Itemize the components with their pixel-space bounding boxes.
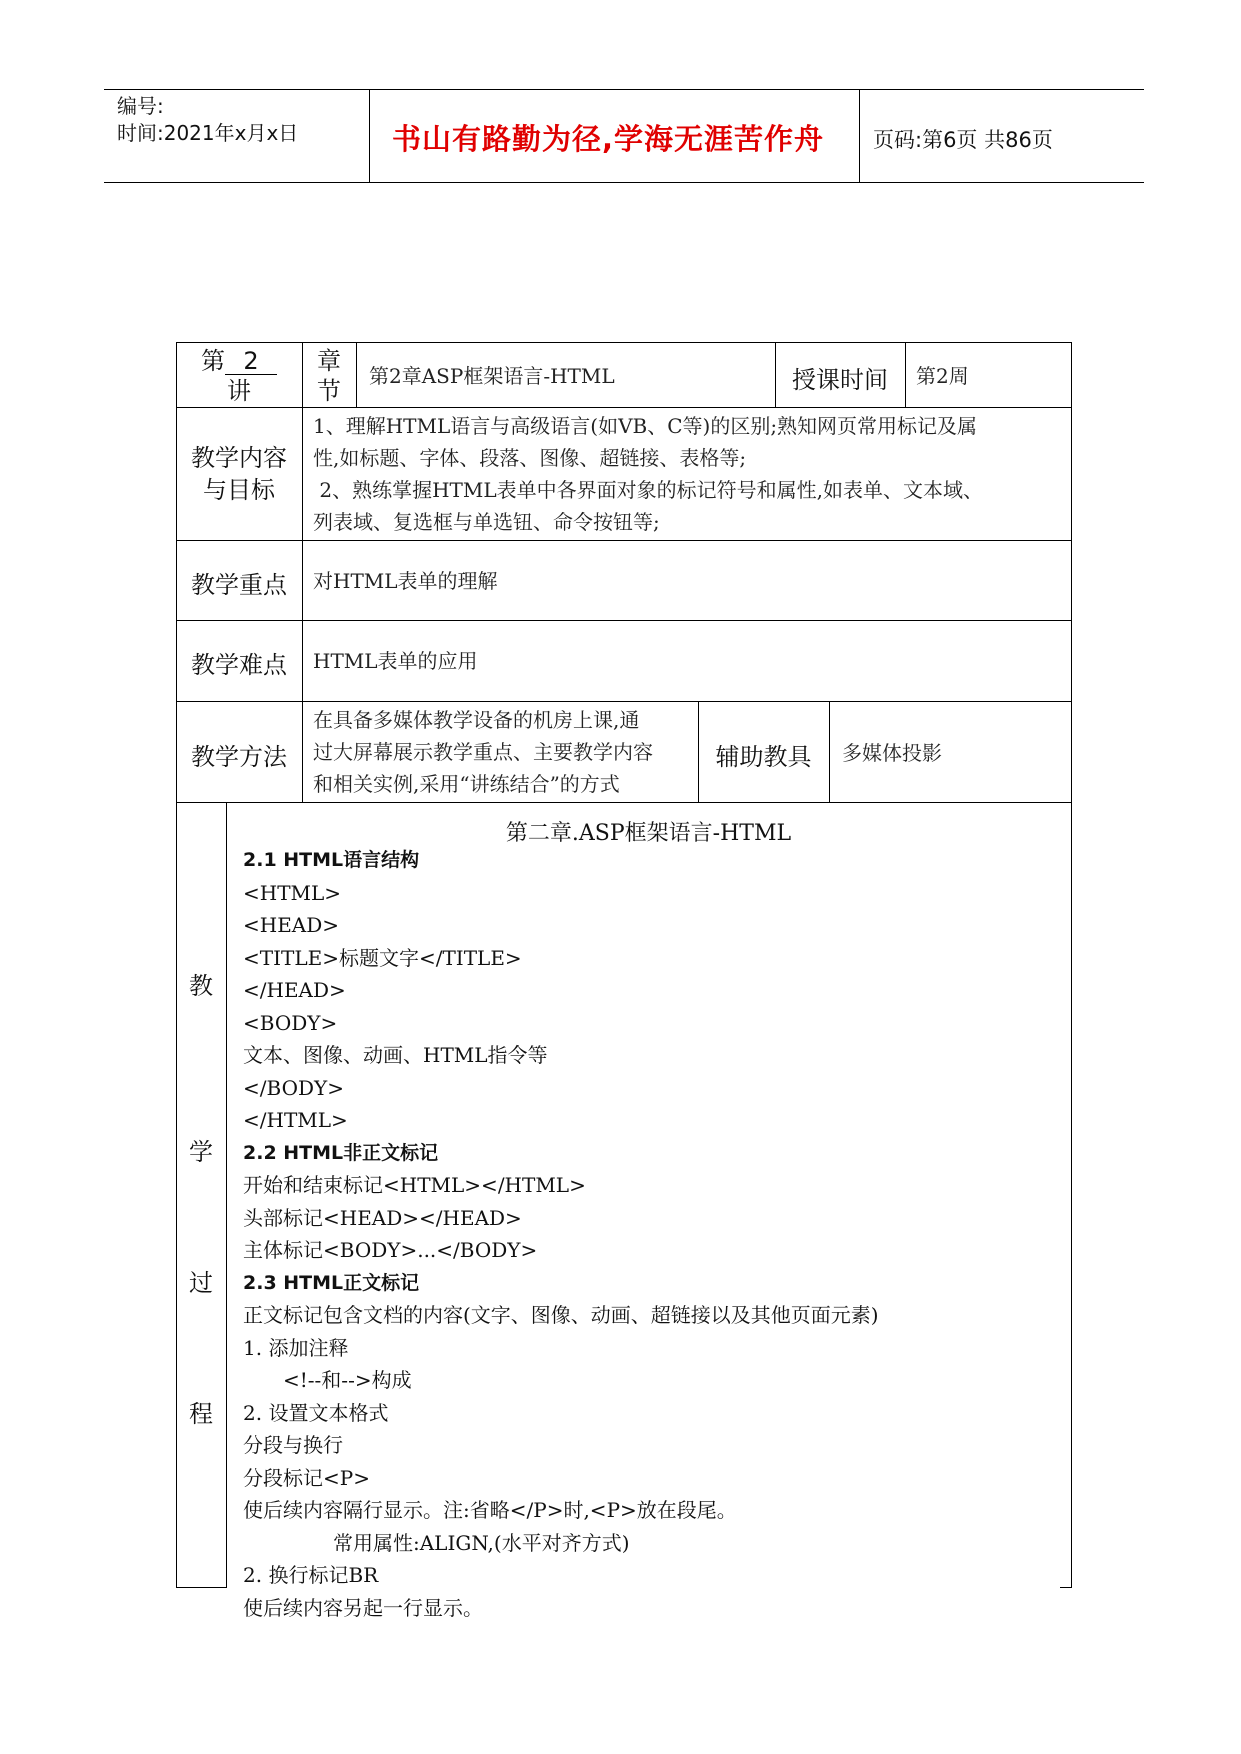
time-label: 时间:2021年x月x日 [117,121,299,145]
process-title: 第二章.ASP框架语言-HTML [505,821,792,846]
process-line: 2. 设置文本格式 [243,1400,389,1425]
table-right-border [1071,342,1072,1588]
process-section-heading: 2.2 HTML非正文标记 [243,1141,439,1164]
process-line: <TITLE>标题文字</TITLE> [243,945,522,970]
process-line: 常用属性:ALIGN,(水平对齐方式) [333,1530,630,1555]
process-line: 正文标记包含文档的内容(文字、图像、动画、超链接以及其他页面元素) [243,1303,879,1327]
process-line: 开始和结束标记<HTML></HTML> [243,1173,586,1197]
method-line: 和相关实例,采用“讲练结合”的方式 [313,772,620,796]
lecture-number-suffix: 讲 [227,377,251,405]
process-line: <HEAD> [243,913,340,937]
chapter-label-1: 章 [317,347,341,375]
method-line: 过大屏幕展示教学重点、主要教学内容 [313,740,653,764]
process-line: <BODY> [243,1010,338,1035]
process-section-heading: 2.1 HTML语言结构 [243,849,420,871]
row-rule-2 [176,540,1072,541]
col-rule-process [226,802,227,1588]
process-line: 1. 添加注释 [243,1335,349,1360]
process-side-char: 过 [189,1269,213,1297]
process-line: </BODY> [243,1075,344,1100]
method-text [313,704,693,800]
aux-tools-value: 多媒体投影 [842,741,942,765]
process-line: 分段与换行 [243,1433,343,1457]
chapter-value: 第2章ASP框架语言-HTML [369,364,615,388]
process-line: </HTML> [243,1108,348,1132]
content-line: 1、理解HTML语言与高级语言(如VB、C等)的区别;熟知网页常用标记及属 [313,414,978,438]
content-label-2: 与目标 [203,476,275,504]
table-top-border [176,342,1072,343]
header-top-rule [104,89,1144,90]
chapter-label [302,346,356,406]
focus-value: 对HTML表单的理解 [313,569,498,593]
class-time-value: 第2周 [916,364,969,388]
content-label-1: 教学内容 [191,444,287,472]
process-line: 2. 换行标记BR [243,1563,379,1587]
table-left-border [176,342,177,1588]
content-text [313,410,1065,538]
content-label [176,442,302,506]
process-line: <HTML> [243,880,342,905]
header-divider-left [369,89,370,183]
difficulty-label: 教学难点 [191,651,287,679]
table-bottom-tick-left [176,1587,226,1588]
aux-tools-label: 辅助教具 [715,743,812,771]
serial-label: 编号: [117,94,164,118]
motto: 书山有路勤为径,学海无涯苦作舟 [392,122,825,156]
content-line: 列表域、复选框与单选钮、命令按钮等; [313,510,660,534]
process-side-char: 程 [189,1400,213,1428]
header-bottom-rule [104,182,1144,183]
process-line: 分段标记<P> [243,1465,370,1490]
process-section-heading: 2.3 HTML正文标记 [243,1271,420,1294]
process-line: 文本、图像、动画、HTML指令等 [243,1043,548,1067]
row-rule-3 [176,620,1072,621]
lecture-number-value: 2 [225,348,277,375]
method-label: 教学方法 [191,743,287,771]
class-time-label: 授课时间 [792,366,888,394]
process-line: 使后续内容隔行显示。注:省略</P>时,<P>放在段尾。 [243,1498,737,1522]
method-line: 在具备多媒体教学设备的机房上课,通 [313,708,640,732]
row-rule-1 [176,407,1072,408]
col-rule-label [302,407,303,803]
col-rule-row1-d [905,342,906,408]
row-rule-4 [176,701,1072,702]
focus-label: 教学重点 [191,571,287,599]
chapter-label-2: 节 [317,377,341,405]
difficulty-value: HTML表单的应用 [313,649,478,673]
table-bottom-tick-right [1060,1587,1072,1588]
process-line: <!--和-->构成 [283,1368,412,1392]
lecture-number [176,346,302,406]
process-line: 主体标记<BODY>...</BODY> [243,1238,538,1262]
process-side-char: 学 [189,1138,213,1166]
col-rule-row1-b [356,342,357,408]
col-rule-method-b [829,701,830,803]
content-line: 性,如标题、字体、段落、图像、超链接、表格等; [313,446,747,470]
lecture-number-prefix: 第 [201,347,225,375]
process-side-char: 教 [189,972,213,1000]
header-divider-right [859,89,860,183]
row-rule-5 [176,802,1072,803]
content-line: 2、熟练掌握HTML表单中各界面对象的标记符号和属性,如表单、文本域、 [313,478,983,502]
process-line: </HEAD> [243,978,346,1002]
process-line: 头部标记<HEAD></HEAD> [243,1205,522,1230]
page-code: 页码:第6页 共86页 [873,128,1053,152]
process-line: 使后续内容另起一行显示。 [243,1595,483,1620]
